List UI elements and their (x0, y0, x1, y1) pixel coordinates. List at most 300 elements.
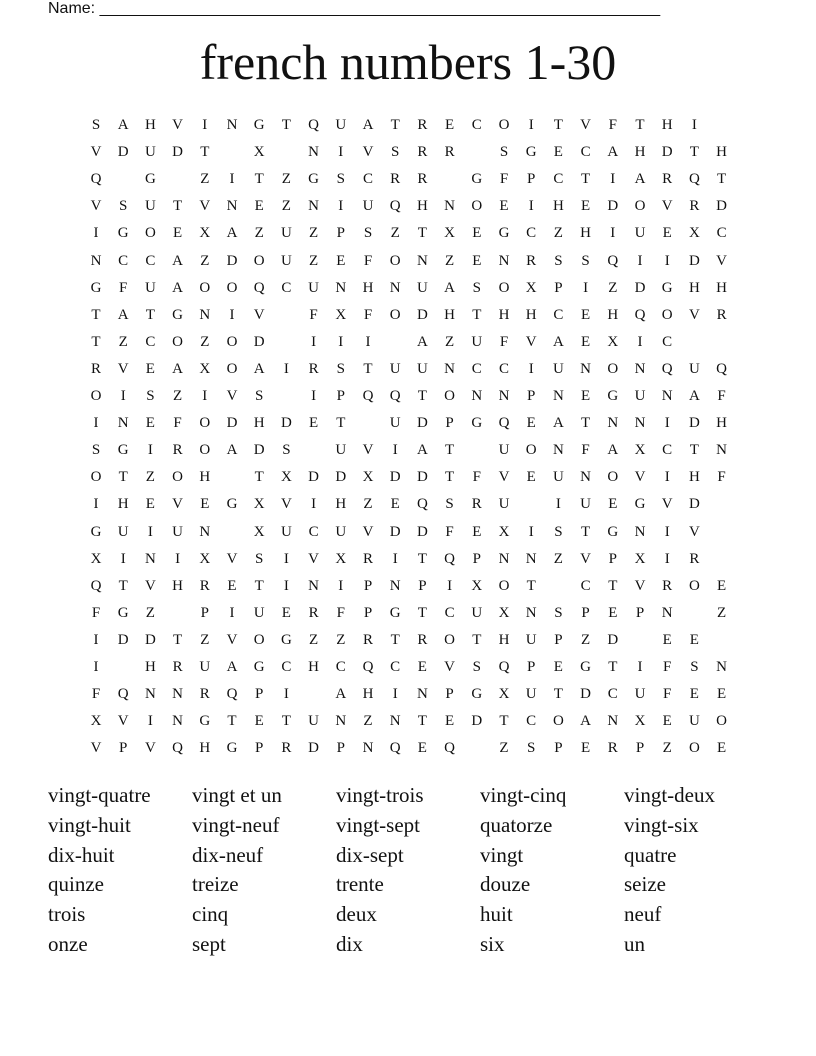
grid-letter: X (253, 523, 265, 540)
grid-letter: A (580, 713, 592, 730)
grid-letter: N (444, 360, 456, 377)
grid-letter: V (172, 117, 184, 133)
grid-letter: V (444, 659, 456, 675)
grid-letter: P (527, 659, 536, 675)
grid-letter: E (254, 713, 264, 730)
grid-letter: H (716, 144, 728, 161)
grid-letter: O (172, 469, 184, 486)
grid-letter: S (146, 388, 155, 404)
grid-letter: D (226, 415, 238, 432)
grid-letter: H (416, 198, 428, 215)
grid-letter: I (664, 469, 670, 486)
grid-letter: I (637, 252, 643, 269)
grid-letter: D (389, 523, 401, 540)
grid-letter: O (226, 279, 238, 296)
grid-letter: N (607, 713, 619, 730)
grid-letter: N (199, 523, 211, 540)
grid-letter: Z (200, 252, 210, 269)
grid-letter: Z (281, 171, 291, 188)
grid-letter: T (363, 360, 373, 377)
grid-letter: D (253, 333, 265, 350)
grid-letter: N (580, 360, 592, 377)
word-list-item: vingt-trois (336, 783, 424, 807)
grid-letter: V (253, 306, 265, 323)
grid-letter: N (172, 686, 184, 703)
grid-letter: H (607, 306, 619, 323)
grid-letter: I (202, 117, 208, 133)
grid-letter: S (91, 442, 101, 459)
grid-letter: C (526, 225, 537, 242)
grid-letter: A (226, 659, 238, 675)
grid-letter: F (717, 388, 726, 404)
grid-letter: Z (608, 279, 618, 296)
grid-letter: Q (634, 306, 646, 323)
grid-letter: G (280, 631, 292, 648)
grid-letter: Z (581, 631, 591, 648)
grid-letter: I (93, 631, 99, 648)
grid-letter: E (553, 659, 563, 675)
grid-letter: V (199, 198, 211, 215)
grid-letter: Z (200, 631, 210, 648)
grid-letter: I (175, 550, 181, 567)
grid-letter: F (499, 333, 509, 350)
word-list-item: vingt-neuf (192, 812, 280, 837)
grid-letter: I (610, 225, 616, 242)
grid-letter: F (581, 442, 590, 459)
grid-letter: R (281, 740, 292, 757)
grid-letter: T (254, 171, 264, 188)
grid-letter: A (607, 144, 619, 161)
grid-letter: R (417, 144, 428, 161)
grid-letter: O (90, 469, 102, 486)
grid-letter: C (308, 523, 319, 540)
grid-letter: P (418, 577, 427, 594)
grid-letter: T (472, 631, 482, 648)
grid-letter: D (661, 144, 673, 161)
grid-letter: Q (389, 198, 401, 215)
grid-letter: Z (336, 631, 346, 648)
grid-letter: E (581, 333, 591, 350)
grid-letter: G (253, 117, 265, 133)
grid-letter: O (498, 117, 510, 133)
grid-letter: X (444, 225, 456, 242)
grid-letter: R (172, 659, 183, 675)
grid-letter: E (309, 415, 319, 432)
grid-letter: U (498, 442, 510, 459)
grid-letter: C (390, 659, 401, 675)
grid-letter: F (173, 415, 182, 432)
grid-letter: N (552, 442, 564, 459)
grid-letter: N (172, 713, 184, 730)
grid-letter: Z (118, 333, 128, 350)
grid-letter: D (607, 198, 619, 215)
grid-letter: N (389, 713, 401, 730)
grid-letter: V (634, 469, 646, 486)
grid-letter: T (254, 577, 264, 594)
grid-letter: U (552, 469, 564, 486)
grid-letter: G (90, 523, 102, 540)
grid-letter: T (526, 577, 536, 594)
grid-letter: P (255, 740, 264, 757)
grid-letter: A (172, 360, 184, 377)
grid-letter: N (607, 415, 619, 432)
grid-letter: E (200, 496, 210, 513)
grid-letter: O (716, 713, 728, 730)
grid-letter: T (417, 550, 427, 567)
grid-letter: S (91, 117, 101, 133)
grid-letter: D (144, 631, 156, 648)
grid-letter: N (634, 523, 646, 540)
grid-letter: H (661, 117, 673, 133)
grid-letter: E (472, 252, 482, 269)
grid-letter: E (445, 713, 455, 730)
grid-letter: H (199, 469, 211, 486)
grid-letter: E (336, 252, 346, 269)
grid-letter: U (552, 360, 564, 377)
word-list-item: quinze (48, 872, 104, 897)
grid-letter: A (444, 279, 456, 296)
grid-letter: C (362, 171, 373, 188)
grid-letter: I (283, 360, 289, 377)
grid-letter: T (281, 713, 291, 730)
grid-letter: P (527, 388, 536, 404)
grid-letter: U (280, 523, 292, 540)
grid-letter: T (390, 631, 400, 648)
grid-letter: O (688, 740, 700, 757)
grid-letter: I (664, 550, 670, 567)
grid-letter: E (417, 659, 427, 675)
word-list-item: dix-sept (336, 842, 404, 867)
grid-letter: X (498, 686, 510, 703)
grid-letter: T (553, 117, 563, 133)
page-title: french numbers 1-30 (199, 34, 617, 90)
grid-letter: R (172, 442, 183, 459)
grid-letter: S (363, 225, 373, 242)
grid-letter: H (716, 415, 728, 432)
grid-letter: I (283, 686, 289, 703)
grid-letter: F (499, 171, 509, 188)
grid-letter: Z (553, 550, 563, 567)
grid-letter: D (117, 144, 129, 161)
word-list-item: vingt (480, 842, 524, 867)
grid-letter: E (472, 523, 482, 540)
grid-letter: A (552, 333, 564, 350)
grid-letter: A (117, 117, 129, 133)
grid-letter: T (254, 469, 264, 486)
grid-letter: P (445, 415, 454, 432)
grid-letter: O (172, 333, 184, 350)
grid-letter: T (581, 523, 591, 540)
grid-letter: V (117, 713, 129, 730)
grid-letter: I (229, 306, 235, 323)
grid-letter: F (309, 306, 318, 323)
grid-letter: A (172, 279, 184, 296)
grid-letter: N (308, 198, 320, 215)
grid-letter: A (688, 388, 700, 404)
grid-letter: F (119, 279, 128, 296)
grid-letter: I (147, 442, 153, 459)
grid-letter: G (90, 279, 102, 296)
grid-letter: U (389, 415, 401, 432)
grid-letter: Q (90, 171, 102, 188)
grid-letter: T (445, 469, 455, 486)
grid-letter: E (662, 713, 672, 730)
grid-letter: P (363, 577, 373, 594)
word-list-item: vingt-deux (624, 783, 715, 807)
grid-letter: V (90, 198, 102, 215)
grid-letter: U (389, 360, 401, 377)
grid-letter: N (308, 577, 320, 594)
grid-letter: Q (362, 388, 374, 404)
grid-letter: U (144, 198, 156, 215)
grid-letter: R (417, 117, 428, 133)
grid-letter: G (172, 306, 184, 323)
grid-letter: Z (309, 225, 319, 242)
grid-letter: Q (308, 117, 320, 133)
grid-letter: I (311, 333, 317, 350)
grid-letter: I (528, 117, 534, 133)
grid-letter: D (117, 631, 129, 648)
grid-letter: S (554, 604, 563, 621)
grid-letter: T (499, 713, 509, 730)
grid-letter: D (471, 713, 483, 730)
grid-letter: Z (662, 740, 672, 757)
word-list-item: quatorze (480, 812, 553, 837)
grid-letter: T (581, 171, 591, 188)
grid-letter: X (253, 144, 265, 161)
grid-letter: F (717, 469, 726, 486)
grid-letter: U (634, 388, 646, 404)
grid-letter: E (608, 496, 618, 513)
grid-letter: Z (145, 604, 155, 621)
grid-letter: I (392, 442, 398, 459)
grid-letter: Z (309, 631, 319, 648)
grid-letter: O (253, 631, 265, 648)
grid-letter: O (444, 388, 456, 404)
grid-letter: T (581, 415, 591, 432)
grid-letter: X (335, 306, 347, 323)
grid-letter: T (227, 713, 237, 730)
grid-letter: Q (498, 659, 510, 675)
grid-letter: N (117, 415, 129, 432)
grid-letter: G (471, 171, 483, 188)
grid-letter: S (581, 252, 590, 269)
grid-letter: V (90, 144, 102, 161)
grid-letter: E (581, 740, 591, 757)
grid-letter: F (663, 659, 672, 675)
grid-letter: D (688, 496, 700, 513)
grid-letter: X (607, 333, 619, 350)
grid-letter: Z (717, 604, 727, 621)
grid-letter: N (634, 415, 646, 432)
grid-letter: H (634, 144, 646, 161)
grid-letter: I (528, 523, 534, 540)
grid-letter: E (145, 415, 155, 432)
grid-letter: T (417, 225, 427, 242)
word-list-item: trente (336, 872, 384, 897)
grid-letter: G (389, 604, 401, 621)
grid-letter: U (308, 713, 320, 730)
grid-letter: N (580, 469, 592, 486)
grid-letter: F (608, 117, 617, 133)
grid-letter: R (716, 306, 727, 323)
grid-letter: O (226, 360, 238, 377)
grid-letter: H (199, 740, 211, 757)
grid-letter: S (472, 659, 481, 675)
grid-letter: O (661, 306, 673, 323)
grid-letter: T (390, 117, 400, 133)
grid-letter: V (634, 577, 646, 594)
grid-letter: P (635, 740, 645, 757)
grid-letter: O (199, 279, 211, 296)
grid-letter: P (527, 171, 536, 188)
grid-letter: D (688, 415, 700, 432)
grid-letter: X (280, 469, 292, 486)
grid-letter: R (689, 550, 700, 567)
grid-letter: D (308, 469, 320, 486)
grid-letter: O (389, 306, 401, 323)
grid-letter: T (689, 442, 699, 459)
word-list-item: vingt et un (192, 783, 282, 807)
grid-letter: C (662, 442, 673, 459)
grid-letter: V (661, 198, 673, 215)
grid-letter: G (308, 171, 320, 188)
grid-letter: O (199, 442, 211, 459)
grid-letter: V (226, 631, 238, 648)
grid-letter: S (336, 171, 345, 188)
grid-letter: I (528, 198, 534, 215)
grid-letter: Z (309, 252, 319, 269)
grid-letter: E (717, 577, 727, 594)
grid-letter: E (581, 198, 591, 215)
name-line: Name: _______________________________________________________________ (48, 0, 661, 17)
grid-letter: C (580, 577, 591, 594)
grid-letter: P (554, 740, 563, 757)
grid-letter: X (498, 604, 510, 621)
grid-letter: I (147, 523, 153, 540)
word-list-item: dix-neuf (192, 842, 264, 867)
grid-letter: V (362, 442, 374, 459)
grid-letter: V (661, 496, 673, 513)
grid-letter: D (172, 144, 184, 161)
grid-letter: I (147, 713, 153, 730)
grid-letter: Q (661, 360, 673, 377)
grid-letter: C (553, 171, 564, 188)
grid-letter: C (471, 117, 482, 133)
grid-letter: I (338, 577, 344, 594)
grid-letter: O (498, 577, 510, 594)
grid-letter: I (691, 117, 697, 133)
grid-letter: Q (444, 740, 456, 757)
grid-letter: E (445, 117, 455, 133)
grid-letter: I (610, 171, 616, 188)
grid-letter: E (417, 740, 427, 757)
grid-letter: X (471, 577, 483, 594)
word-list-item: vingt-sept (336, 812, 420, 837)
grid-letter: V (90, 740, 102, 757)
grid-letter: N (226, 198, 238, 215)
word-list-item: vingt-quatre (48, 783, 151, 807)
grid-letter: N (498, 388, 510, 404)
grid-letter: P (608, 550, 617, 567)
grid-letter: E (227, 577, 237, 594)
grid-letter: U (525, 631, 537, 648)
grid-letter: O (552, 713, 564, 730)
grid-letter: C (444, 604, 455, 621)
grid-letter: P (200, 604, 209, 621)
grid-letter: U (280, 225, 292, 242)
word-list-item: vingt-cinq (480, 783, 567, 807)
grid-letter: Q (688, 171, 700, 188)
grid-letter: Z (254, 225, 264, 242)
grid-letter: Z (363, 496, 373, 513)
grid-letter: A (634, 171, 646, 188)
grid-letter: T (91, 333, 101, 350)
grid-letter: I (392, 550, 398, 567)
word-list-item: treize (192, 872, 239, 897)
grid-letter: T (281, 117, 291, 133)
grid-letter: P (336, 388, 345, 404)
grid-letter: X (525, 279, 537, 296)
grid-letter: U (688, 713, 700, 730)
grid-letter: Q (172, 740, 184, 757)
grid-letter: R (526, 252, 537, 269)
grid-letter: X (199, 360, 211, 377)
grid-letter: E (499, 198, 509, 215)
grid-letter: V (688, 523, 700, 540)
grid-letter: R (417, 631, 428, 648)
grid-letter: H (144, 659, 156, 675)
grid-letter: P (363, 604, 373, 621)
grid-letter: U (117, 523, 129, 540)
grid-letter: S (391, 144, 400, 161)
grid-letter: D (416, 523, 428, 540)
grid-letter: A (226, 225, 238, 242)
grid-letter: F (336, 604, 345, 621)
word-list-item: un (624, 932, 645, 956)
grid-letter: P (554, 279, 563, 296)
grid-letter: F (472, 469, 481, 486)
grid-letter: V (144, 577, 156, 594)
grid-letter: T (145, 306, 155, 323)
grid-letter: R (308, 360, 319, 377)
grid-letter: T (472, 306, 482, 323)
grid-letter: R (662, 577, 673, 594)
grid-letter: S (336, 360, 345, 377)
grid-letter: P (119, 740, 128, 757)
grid-letter: R (308, 604, 319, 621)
grid-letter: E (281, 604, 291, 621)
grid-letter: D (335, 469, 347, 486)
grid-letter: F (363, 252, 373, 269)
grid-letter: D (416, 469, 428, 486)
grid-letter: N (90, 252, 102, 269)
grid-letter: D (716, 198, 728, 215)
grid-letter: U (525, 686, 537, 703)
grid-letter: T (689, 144, 699, 161)
grid-letter: V (172, 496, 184, 513)
grid-letter: R (607, 740, 618, 757)
grid-letter: A (253, 360, 265, 377)
grid-letter: X (253, 496, 265, 513)
grid-letter: N (144, 686, 156, 703)
grid-letter: I (664, 252, 670, 269)
grid-letter: O (144, 225, 156, 242)
grid-letter: U (416, 279, 428, 296)
grid-letter: T (173, 198, 183, 215)
grid-letter: I (555, 496, 561, 513)
grid-letter: A (117, 306, 129, 323)
